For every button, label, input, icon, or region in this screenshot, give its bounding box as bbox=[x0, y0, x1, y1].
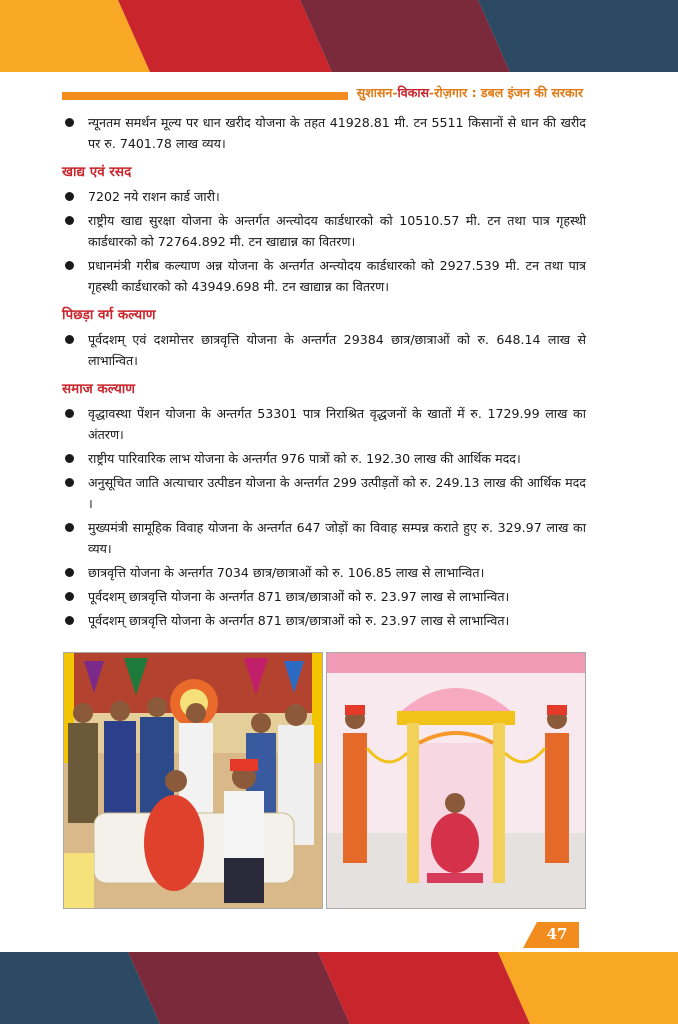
list-item: न्यूनतम समर्थन मूल्य पर धान खरीद योजना के तहत 41928.81 मी. टन 5511 किसानों से धान की खरीद पर रु. 7401.78 लाख व्यय। bbox=[62, 112, 586, 154]
bullet-icon bbox=[65, 192, 74, 201]
bullet-icon bbox=[65, 568, 74, 577]
photo-wedding-ceremony bbox=[63, 652, 323, 909]
bullet-icon bbox=[65, 261, 74, 270]
page-content bbox=[62, 112, 586, 634]
list-item: छात्रवृत्ति योजना के अन्तर्गत 7034 छात्र/छात्राओं को रु. 106.85 लाख से लाभान्वित। bbox=[62, 562, 586, 583]
section-title-backward-class: पिछड़ा वर्ग कल्याण bbox=[62, 307, 156, 323]
list-item: पूर्वदशम् छात्रवृत्ति योजना के अन्तर्गत 871 छात्र/छात्राओं को रु. 23.97 लाख से लाभान्वित। bbox=[62, 610, 586, 631]
list-item: राष्ट्रीय पारिवारिक लाभ योजना के अन्तर्गत 976 पात्रों को रु. 192.30 लाख की आर्थिक मदद। bbox=[62, 448, 586, 469]
bullet-icon bbox=[65, 409, 74, 418]
list-item: मुख्यमंत्री सामूहिक विवाह योजना के अन्तर्गत 647 जोड़ों का विवाह सम्पन्न कराते हुए रु. 329.97 लाख का व्यय। bbox=[62, 517, 586, 559]
header-part-3: -रोज़गार : डबल इंजन की सरकार bbox=[429, 85, 583, 100]
backward-class-list bbox=[62, 329, 586, 371]
bullet-icon bbox=[65, 216, 74, 225]
top-color-band bbox=[0, 0, 678, 72]
photo-mandap bbox=[326, 652, 586, 909]
list-item: पूर्वदशम् छात्रवृत्ति योजना के अन्तर्गत 871 छात्र/छात्राओं को रु. 23.97 लाख से लाभान्वित। bbox=[62, 586, 586, 607]
header-part-2: विकास bbox=[397, 85, 430, 100]
bullet-icon bbox=[65, 118, 74, 127]
bottom-color-band bbox=[0, 952, 678, 1024]
page-number: 47 bbox=[546, 925, 568, 943]
social-welfare-list bbox=[62, 403, 586, 631]
bullet-icon bbox=[65, 523, 74, 532]
list-item: वृद्धावस्था पेंशन योजना के अन्तर्गत 53301 पात्र निराश्रित वृद्धजनों के खातों में रु. 1729.99 लाख का अंतरण। bbox=[62, 403, 586, 445]
bullet-icon bbox=[65, 454, 74, 463]
header-part-1: सुशासन- bbox=[356, 85, 398, 100]
running-header bbox=[353, 84, 583, 101]
section-title-social-welfare: समाज कल्याण bbox=[62, 381, 136, 397]
list-item: 7202 नये राशन कार्ड जारी। bbox=[62, 186, 586, 207]
bullet-icon bbox=[65, 335, 74, 344]
section-title-food: खाद्य एवं रसद bbox=[62, 164, 132, 180]
bullet-icon bbox=[65, 478, 74, 487]
food-list bbox=[62, 186, 586, 297]
bullet-icon bbox=[65, 592, 74, 601]
list-item: अनुसूचित जाति अत्याचार उत्पीडन योजना के अन्तर्गत 299 उत्पीड़तों को रु. 249.13 लाख की आर्थिक मदद । bbox=[62, 472, 586, 514]
intro-list bbox=[62, 112, 586, 154]
bullet-icon bbox=[65, 616, 74, 625]
header-rule bbox=[62, 92, 348, 100]
list-item: पूर्वदशम् एवं दशमोत्तर छात्रवृत्ति योजना के अन्तर्गत 29384 छात्र/छात्राओं को रु. 648.14 लाख से लाभान्वित। bbox=[62, 329, 586, 371]
list-item: प्रधानमंत्री गरीब कल्याण अन्न योजना के अन्तर्गत अन्त्योदय कार्डधारको को 2927.539 मी. टन तथा पात्र गृहस्थी कार्डधारको को 43949.698 मी. टन खाद्यान्न का वितरण। bbox=[62, 255, 586, 297]
list-item: राष्ट्रीय खाद्य सुरक्षा योजना के अन्तर्गत अन्त्योदय कार्डधारको को 10510.57 मी. टन तथा पात्र गृहस्थी कार्डधारको को 72764.892 मी. टन खाद्यान्न का वितरण। bbox=[62, 210, 586, 252]
